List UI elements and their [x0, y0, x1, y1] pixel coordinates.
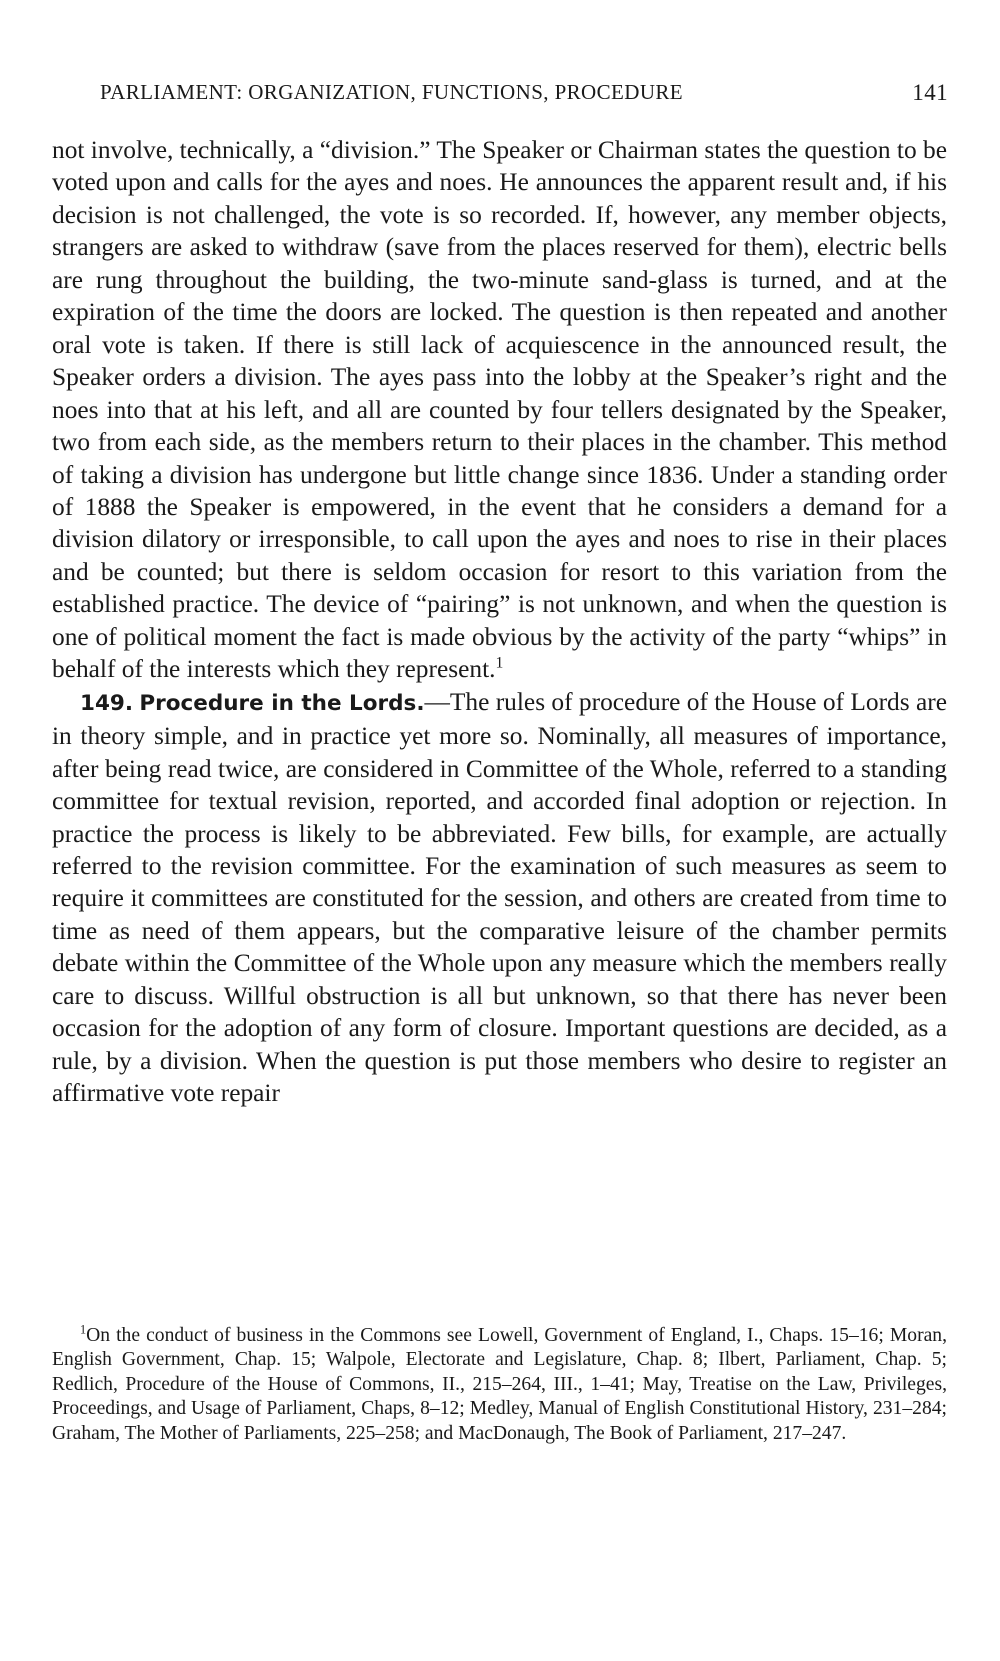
- footnote: [52, 1324, 947, 1446]
- running-head: [100, 80, 948, 110]
- section-number: 149.: [80, 690, 134, 716]
- footnote-marker: 1: [80, 1322, 87, 1337]
- footnote-text: On the conduct of business in the Commons see Lowell, Government of England, I., Chaps. 15–16; Moran, English Government, Chap. 15; Walpole, Electorate and Legislature, Chap. 8; Ilbert, Parliament, Chap. 5; Redlich, Procedure of the House of Commons, II., 215–264, III., 1–41; May, Treatise on the Law, Privileges, Proceedings, and Usage of Parliament, Chaps, 8–12; Medley, Manual of English Constitutional History, 231–284; Graham, The Mother of Parliaments, 225–258; and MacDonaugh, The Book of Parliament, 217–247.: [52, 1325, 947, 1444]
- footnote-reference: 1: [495, 654, 504, 672]
- paragraph-text: not involve, technically, a “division.” The Speaker or Chairman states the question to be voted upon and calls for the ayes and noes. He announces the apparent result and, if his decision is not challenged, the vote is so recorded. If, however, any member objects, strangers are asked to withdraw (save from the places reserved for them), electric bells are rung throughout the building, the two-minute sand-glass is turned, and at the expiration of the time the doors are locked. The question is then repeated and another oral vote is taken. If there is still lack of acquiescence in the announced result, the Speaker orders a division. The ayes pass into the lobby at the Speaker’s right and the noes into that at his left, and all are counted by four tellers designated by the Speaker, two from each side, as the members return to their places in the chamber. This method of taking a division has undergone but little change since 1836. Under a standing order of 1888 the Speaker is empowered, in the event that he considers a demand for a division dilatory or irresponsible, to call upon the ayes and noes to rise in their places and be counted; but there is seldom occasion for resort to this variation from the established practice. The device of “pairing” is not unknown, and when the question is one of political moment the fact is made obvious by the activity of the party “whips” in behalf of the interests which they represent.: [52, 136, 947, 684]
- footnotes: [52, 1324, 947, 1446]
- paragraph-text: —The rules of procedure of the House of Lords are in theory simple, and in practice yet more so. Nominally, all measures of importance, after being read twice, are considered in Committee of the Whole, referred to a standing committee for textual revision, reported, and accorded final adoption or rejection. In practice the process is likely to be abbreviated. Few bills, for example, are actually referred to the revision committee. For the examination of such measures as seem to require it committees are constituted for the session, and others are created from time to time as need of them appears, but the comparative leisure of the chamber permits debate within the Committee of the Whole upon any measure which the members really care to discuss. Willful obstruction is all but unknown, so that there has never been occasion for the adoption of any form of closure. Important questions are decided, as a rule, by a division. When the question is put those members who desire to register an affirmative vote repair: [52, 687, 947, 1108]
- paragraph-procedure-in-lords: [52, 686, 947, 1110]
- running-head-title: PARLIAMENT: ORGANIZATION, FUNCTIONS, PROCEDURE: [100, 80, 684, 104]
- body-text: [52, 134, 947, 1110]
- page-number: 141: [912, 80, 948, 105]
- paragraph-division-procedure: [52, 134, 947, 686]
- section-heading: Procedure in the Lords.: [139, 690, 425, 716]
